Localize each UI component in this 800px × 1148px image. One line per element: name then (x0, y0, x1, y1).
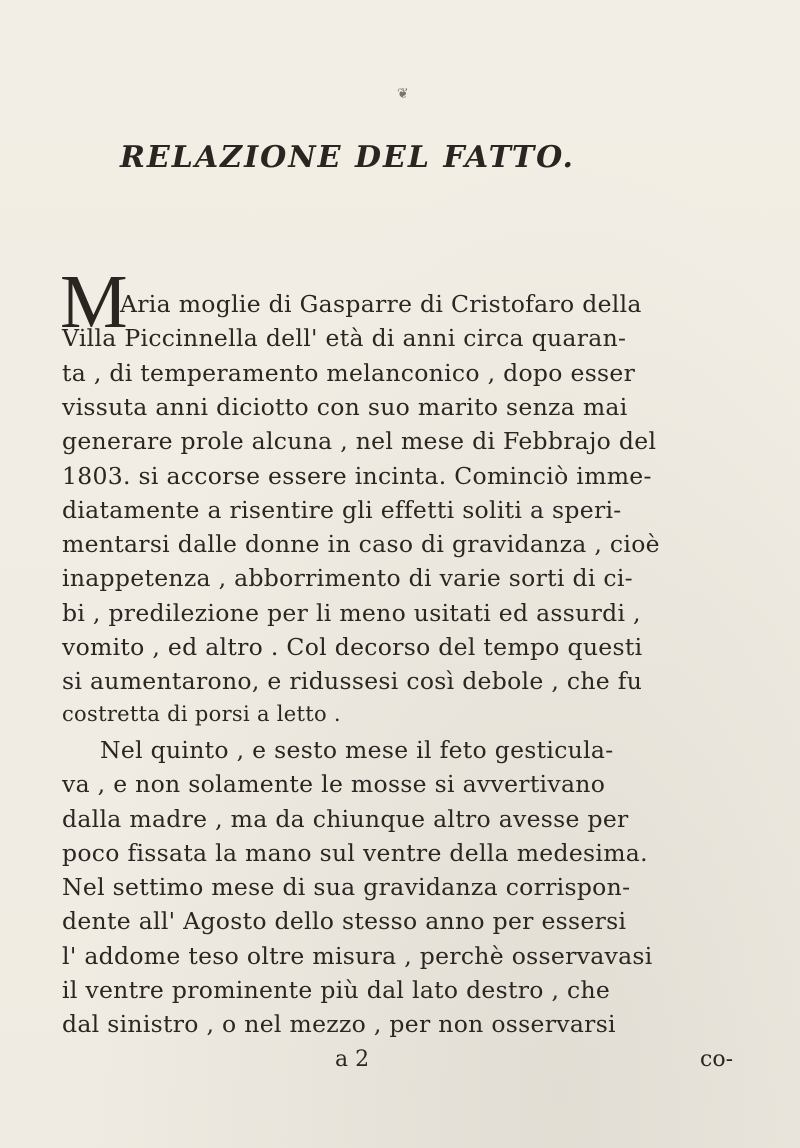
text-line: Nel settimo mese di sua gravidanza corrispon- (62, 873, 631, 902)
text-line: mentarsi dalle donne in caso di gravidanza , cioè (62, 530, 660, 559)
text-line: va , e non solamente le mosse si avvertivano (62, 770, 606, 799)
text-line: dalla madre , ma da chiunque altro avesse per (62, 804, 629, 833)
text-line: generare prole alcuna , nel mese di Febbrajo del (62, 427, 657, 456)
text-line: inappetenza , abborrimento di varie sorti di ci- (62, 564, 633, 593)
text-line: si aumentarono, e ridussesi così debole , che fu (62, 667, 643, 696)
text-line: poco fissata la mano sul ventre della medesima. (62, 838, 648, 867)
text-line: diatamente a risentire gli effetti soliti a speri- (62, 495, 622, 524)
section-heading: RELAZIONE DEL FATTO. (120, 140, 575, 175)
text-line: 1803. si accorse essere incinta. Cominciò imme- (62, 461, 652, 490)
text-line: il ventre prominente più dal lato destro , che (62, 976, 611, 1004)
text-line: dente all' Agosto dello stesso anno per essersi (62, 907, 627, 936)
text-line: Villa Piccinnella dell' età di anni circa quaran- (62, 324, 627, 353)
text-line: Nel quinto , e sesto mese il feto gesticula- (100, 735, 614, 764)
text-line: vomito , ed altro . Col decorso del tempo questi (62, 633, 643, 661)
text-line: bi , predilezione per li meno usitati ed assurdi , (62, 598, 641, 627)
text-line: Aria moglie di Gasparre di Cristofaro della (120, 290, 642, 318)
catchword: co- (700, 1046, 733, 1072)
text-line: l' addome teso oltre misura , perchè osservavasi (62, 941, 653, 970)
text-line: costretta di porsi a letto . (62, 701, 341, 726)
text-line: dal sinistro , o nel mezzo , per non osservarsi (62, 1010, 616, 1039)
text-line: ta , di temperamento melanconico , dopo esser (62, 358, 636, 387)
drop-cap: M (60, 260, 128, 344)
printer-ornament: ❦ (397, 86, 409, 102)
text-line: vissuta anni diciotto con suo marito senza mai (62, 392, 628, 421)
page-signature: a 2 (335, 1046, 370, 1072)
